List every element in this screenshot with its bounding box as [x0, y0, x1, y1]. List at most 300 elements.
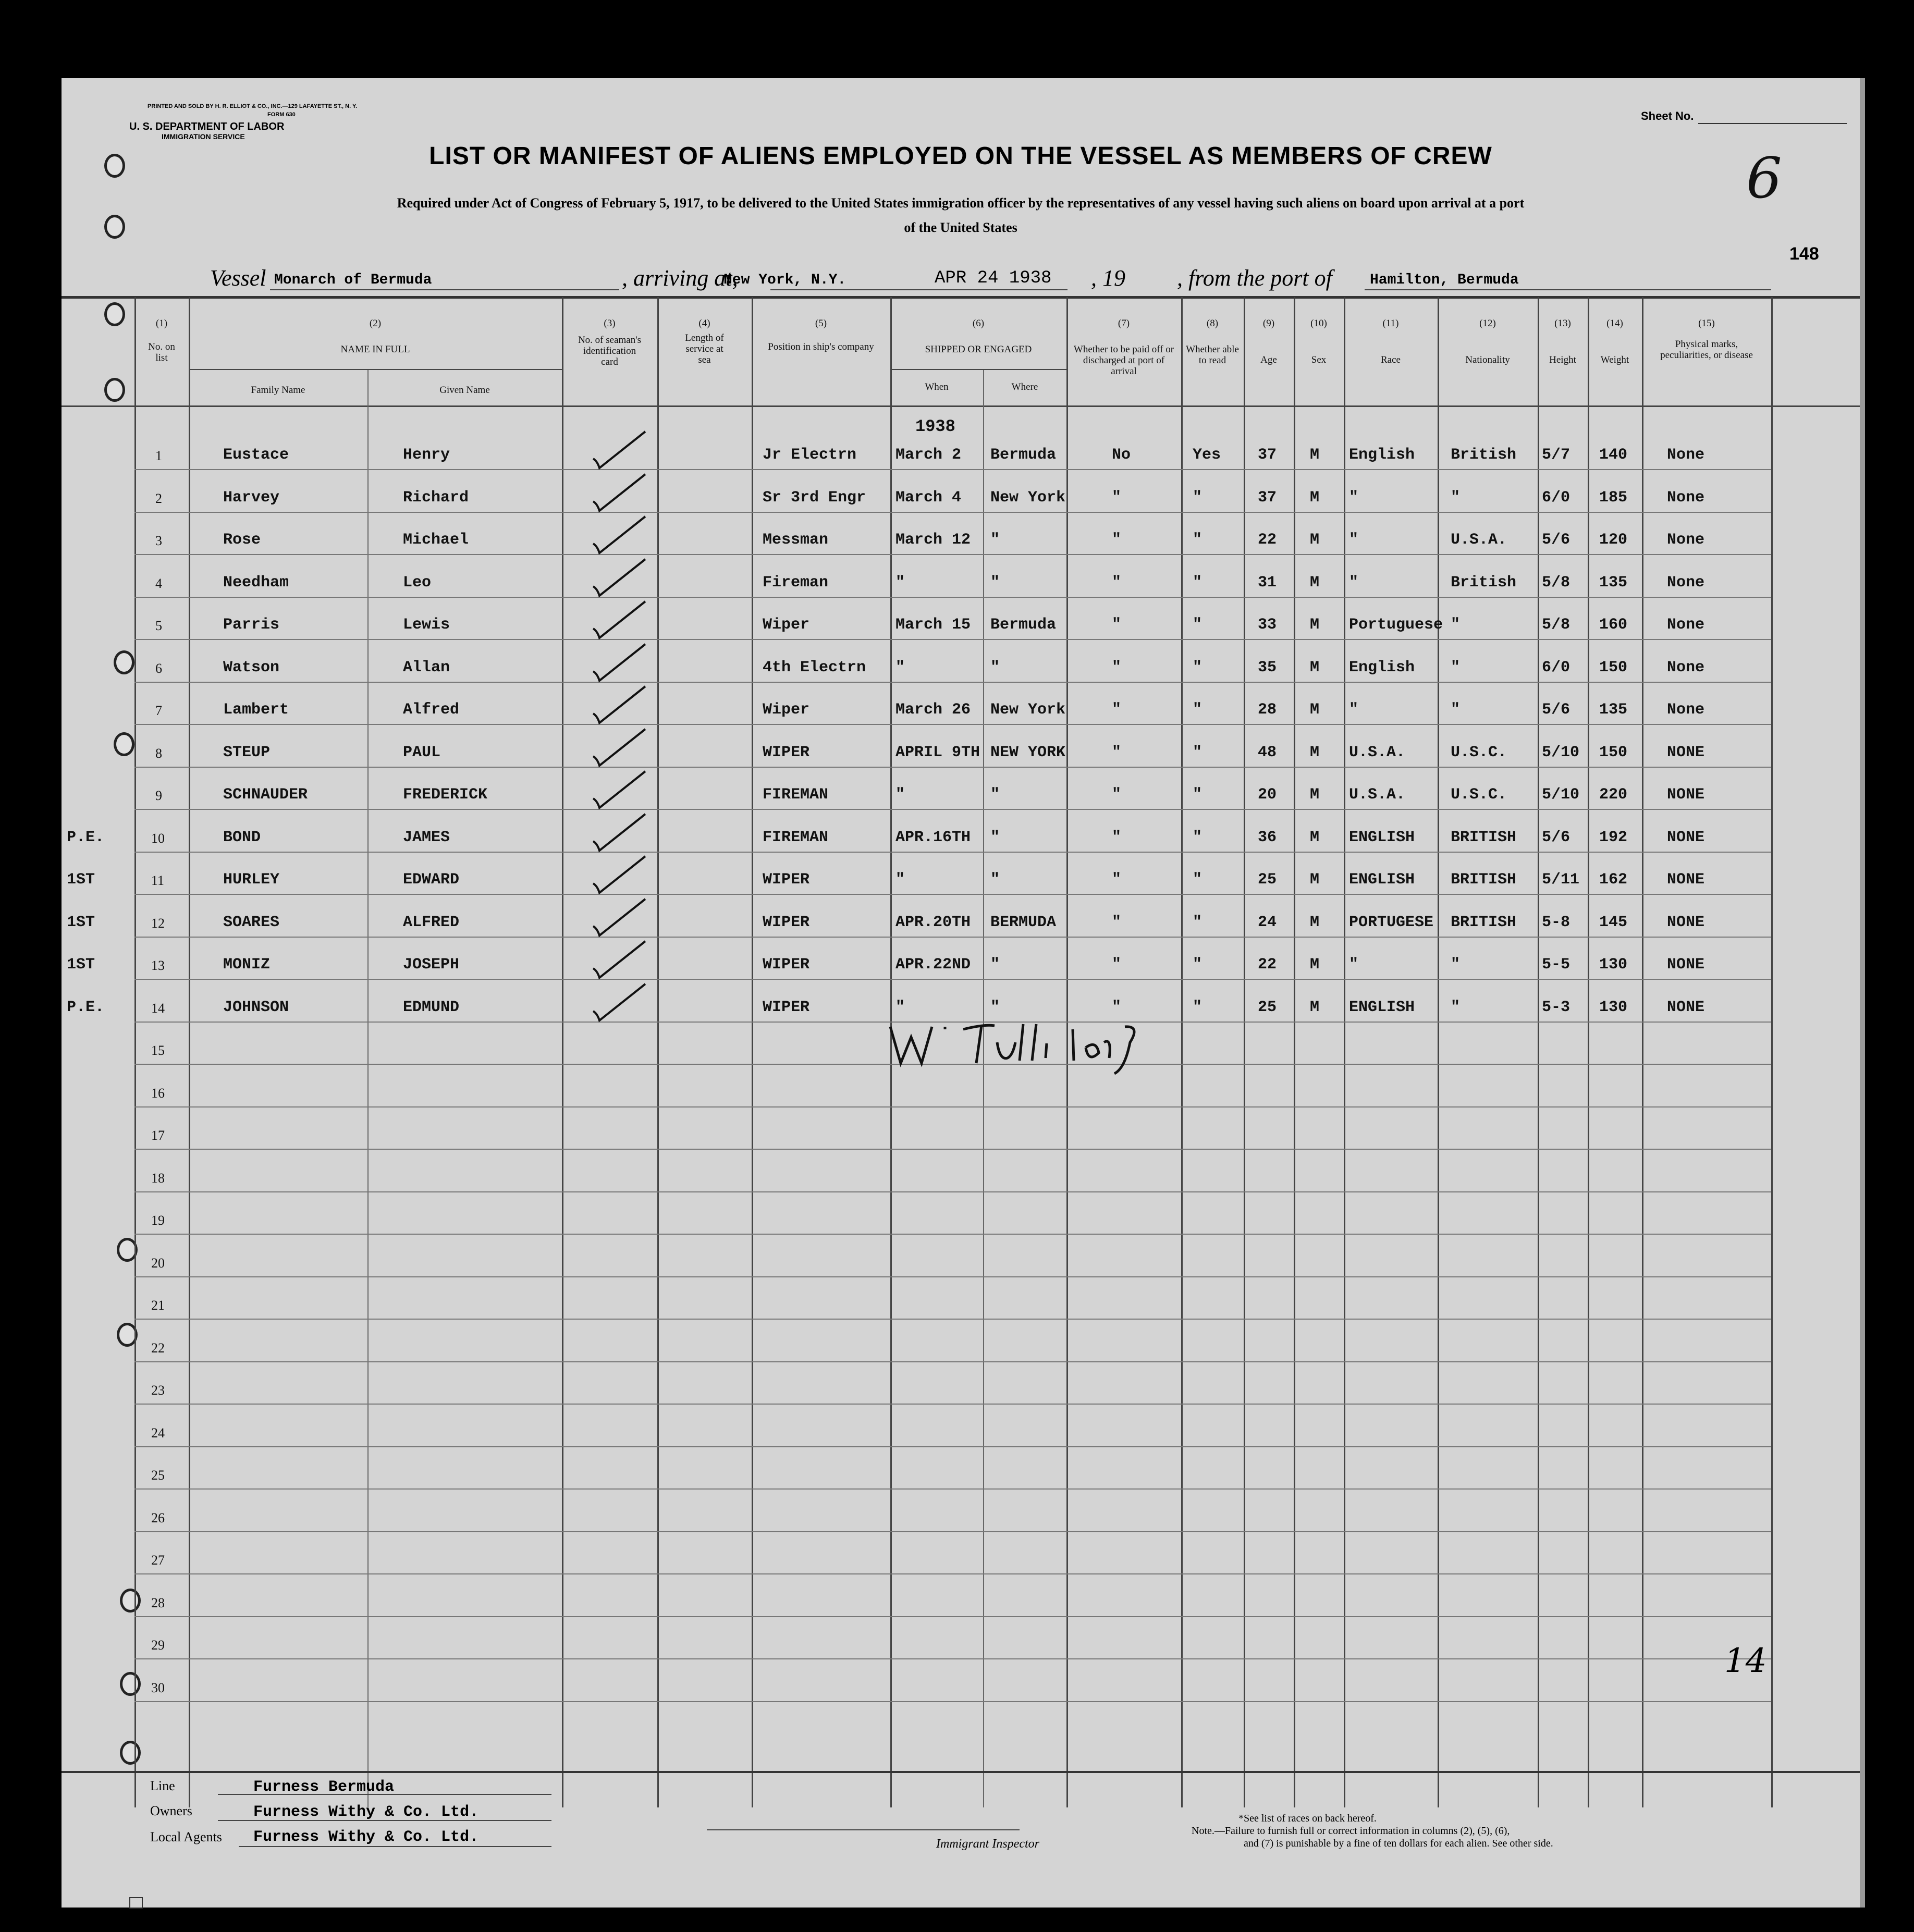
height: 5/10	[1542, 786, 1580, 804]
row-rule	[134, 1149, 1771, 1150]
height: 5/6	[1542, 531, 1571, 549]
stamp-number: 148	[1789, 244, 1819, 264]
checkmark-icon	[588, 852, 651, 899]
paid-off: "	[1112, 956, 1122, 974]
col-4-num: (4)	[698, 318, 710, 329]
year-note: 1938	[915, 417, 955, 436]
nationality: BRITISH	[1451, 913, 1517, 931]
sex: M	[1310, 828, 1320, 846]
col-6-num: (6)	[972, 318, 985, 329]
age: 31	[1258, 573, 1277, 592]
col-6-where: Where	[1011, 382, 1038, 392]
checkmark-icon	[588, 427, 651, 474]
column-divider	[983, 370, 984, 1807]
able-to-read: "	[1193, 871, 1203, 889]
physical-marks: NONE	[1667, 828, 1705, 846]
footer-note-3: and (7) is punishable by a fine of ten dollars for each alien. See other side.	[1244, 1838, 1553, 1849]
row-rule	[134, 469, 1771, 470]
col-13-num: (13)	[1554, 318, 1571, 329]
row-number: 3	[155, 533, 162, 548]
given-name: Allan	[403, 658, 450, 676]
weight: 130	[1599, 956, 1628, 974]
checkmark-icon	[588, 767, 651, 814]
checkmark-icon	[588, 512, 651, 559]
shipped-when: APR.20TH	[895, 913, 971, 931]
position: FIREMAN	[763, 828, 829, 846]
shipped-when: "	[895, 786, 905, 804]
physical-marks: NONE	[1667, 998, 1705, 1016]
physical-marks: None	[1667, 531, 1705, 549]
col-5-label: Position in ship's company	[768, 341, 874, 352]
sex: M	[1310, 616, 1320, 634]
punch-hole	[114, 732, 134, 756]
checkmark-icon	[588, 937, 651, 984]
col-7-num: (7)	[1118, 318, 1130, 329]
column-divider	[1294, 297, 1295, 1807]
row-number: 19	[151, 1213, 165, 1228]
row-rule	[134, 852, 1771, 853]
given-name: JOSEPH	[403, 956, 460, 974]
col-15-num: (15)	[1698, 318, 1715, 329]
row-number: 26	[151, 1510, 165, 1525]
row-rule	[134, 1531, 1771, 1532]
sex: M	[1310, 658, 1320, 676]
race: English	[1349, 446, 1415, 464]
race: Portuguese	[1349, 616, 1443, 634]
shipped-where: "	[990, 786, 1000, 804]
race: ENGLISH	[1349, 998, 1415, 1016]
paid-off: No	[1112, 446, 1131, 464]
able-to-read: "	[1193, 616, 1203, 634]
shipped-when: March 26	[895, 701, 971, 719]
row-rule	[134, 894, 1771, 895]
age: 20	[1258, 786, 1277, 804]
nationality: British	[1451, 446, 1517, 464]
punch-hole	[120, 1672, 141, 1696]
age: 24	[1258, 913, 1277, 931]
line-label: Line	[150, 1778, 175, 1793]
row-rule	[134, 512, 1771, 513]
shipped-where: "	[990, 956, 1000, 974]
height: 5/6	[1542, 828, 1571, 846]
physical-marks: None	[1667, 488, 1705, 507]
sex: M	[1310, 701, 1320, 719]
row-number: 25	[151, 1468, 165, 1483]
from-port: Hamilton, Bermuda	[1370, 272, 1519, 288]
race: "	[1349, 701, 1359, 719]
weight: 185	[1599, 488, 1628, 507]
row-number: 30	[151, 1680, 165, 1695]
page-count-note: 14	[1724, 1642, 1767, 1680]
department: U. S. DEPARTMENT OF LABOR	[129, 121, 285, 132]
shipped-where: "	[990, 998, 1000, 1016]
sex: M	[1310, 743, 1320, 761]
col-3-num: (3)	[604, 318, 616, 329]
able-to-read: "	[1193, 573, 1203, 592]
row-number: 9	[155, 788, 162, 803]
line-value: Furness Bermuda	[253, 1778, 395, 1796]
from-underline	[1365, 289, 1771, 290]
given-name: EDWARD	[403, 871, 460, 889]
paid-off: "	[1112, 658, 1122, 676]
physical-marks: NONE	[1667, 871, 1705, 889]
inspector-line	[707, 1829, 1020, 1830]
physical-marks: NONE	[1667, 956, 1705, 974]
paid-off: "	[1112, 743, 1122, 761]
row-number: 11	[151, 873, 165, 888]
shipped-when: March 2	[895, 446, 962, 464]
shipped-where: New York	[990, 488, 1066, 507]
able-to-read: "	[1193, 913, 1203, 931]
physical-marks: None	[1667, 573, 1705, 592]
row-number: 17	[151, 1128, 165, 1143]
family-name: Harvey	[223, 488, 280, 507]
row-number: 27	[151, 1553, 165, 1568]
shipped-where: New York	[990, 701, 1066, 719]
row-rule	[134, 1616, 1771, 1617]
vessel-underline	[270, 289, 619, 290]
height: 5/8	[1542, 573, 1571, 592]
able-to-read: "	[1193, 998, 1203, 1016]
shipped-when: March 12	[895, 531, 971, 549]
able-to-read: "	[1193, 743, 1203, 761]
sex: M	[1310, 573, 1320, 592]
shipped-subheader-line	[890, 369, 1066, 370]
punch-hole	[104, 302, 125, 326]
able-to-read: "	[1193, 956, 1203, 974]
year-label: , 19	[1091, 265, 1125, 291]
given-name: Alfred	[403, 701, 460, 719]
row-number: 7	[155, 703, 162, 718]
given-name: Richard	[403, 488, 469, 507]
column-divider	[657, 297, 659, 1807]
row-rule	[134, 979, 1771, 980]
age: 25	[1258, 998, 1277, 1016]
col-6-label: SHIPPED OR ENGAGED	[925, 344, 1032, 355]
position: Wiper	[763, 616, 810, 634]
position: WIPER	[763, 743, 810, 761]
row-rule	[134, 1319, 1771, 1320]
col-3-label: No. of seaman's identification card	[578, 335, 642, 367]
column-divider	[367, 370, 369, 1807]
family-name: Lambert	[223, 701, 289, 719]
nationality: U.S.C.	[1451, 743, 1507, 761]
shipped-when: APR.22ND	[895, 956, 971, 974]
position: FIREMAN	[763, 786, 829, 804]
sex: M	[1310, 488, 1320, 507]
column-divider	[752, 297, 753, 1807]
nationality: "	[1451, 998, 1461, 1016]
able-to-read: "	[1193, 658, 1203, 676]
height: 5-5	[1542, 956, 1571, 974]
weight: 220	[1599, 786, 1628, 804]
row-number: 12	[151, 915, 165, 931]
paid-off: "	[1112, 998, 1122, 1016]
physical-marks: NONE	[1667, 913, 1705, 931]
column-divider	[1538, 297, 1539, 1807]
row-margin-note: P.E.	[67, 828, 105, 846]
shipped-where: BERMUDA	[990, 913, 1057, 931]
given-name: EDMUND	[403, 998, 460, 1016]
checkmark-icon	[588, 597, 651, 644]
row-rule	[134, 682, 1771, 683]
row-rule	[134, 1191, 1771, 1192]
col-12-label: Nationality	[1465, 354, 1510, 365]
col-12-num: (12)	[1479, 318, 1496, 329]
row-rule	[134, 554, 1771, 555]
physical-marks: NONE	[1667, 786, 1705, 804]
col-2-label: NAME IN FULL	[340, 344, 410, 355]
row-number: 6	[155, 660, 162, 676]
paid-off: "	[1112, 573, 1122, 592]
physical-marks: None	[1667, 616, 1705, 634]
union-label-mark	[129, 1897, 143, 1909]
family-name: BOND	[223, 828, 261, 846]
shipped-when: "	[895, 871, 905, 889]
date-underline	[901, 289, 1068, 290]
shipped-when: March 4	[895, 488, 962, 507]
race: "	[1349, 488, 1359, 507]
row-margin-note: 1ST	[67, 913, 95, 931]
physical-marks: None	[1667, 446, 1705, 464]
age: 28	[1258, 701, 1277, 719]
row-number: 14	[151, 1000, 165, 1016]
form-number: FORM 630	[267, 112, 296, 118]
row-number: 23	[151, 1383, 165, 1398]
col-4-label: Length of service at sea	[685, 333, 724, 365]
row-rule	[134, 1361, 1771, 1362]
family-name: HURLEY	[223, 871, 280, 889]
able-to-read: "	[1193, 488, 1203, 507]
row-rule	[134, 1658, 1771, 1659]
punch-hole	[120, 1741, 141, 1765]
able-to-read: "	[1193, 701, 1203, 719]
nationality: U.S.C.	[1451, 786, 1507, 804]
paid-off: "	[1112, 913, 1122, 931]
col-5-num: (5)	[815, 318, 827, 329]
shipped-where: NEW YORK	[990, 743, 1066, 761]
family-name: Rose	[223, 531, 261, 549]
given-name: FREDERICK	[403, 786, 488, 804]
row-number: 4	[155, 575, 162, 591]
weight: 160	[1599, 616, 1628, 634]
form-title: LIST OR MANIFEST OF ALIENS EMPLOYED ON THE VESSEL AS MEMBERS OF CREW	[429, 142, 1492, 170]
checkmark-icon	[588, 810, 651, 857]
race: "	[1349, 956, 1359, 974]
nationality: "	[1451, 658, 1461, 676]
table-top-border	[62, 296, 1860, 299]
age: 37	[1258, 446, 1277, 464]
checkmark-icon	[588, 470, 651, 517]
weight: 162	[1599, 871, 1628, 889]
age: 37	[1258, 488, 1277, 507]
nationality: BRITISH	[1451, 828, 1517, 846]
position: WIPER	[763, 956, 810, 974]
race: ENGLISH	[1349, 828, 1415, 846]
punch-hole	[104, 378, 125, 402]
given-name: JAMES	[403, 828, 450, 846]
able-to-read: "	[1193, 828, 1203, 846]
weight: 130	[1599, 998, 1628, 1016]
age: 33	[1258, 616, 1277, 634]
checkmark-icon	[588, 895, 651, 942]
agents-underline	[239, 1846, 551, 1847]
age: 25	[1258, 871, 1277, 889]
paid-off: "	[1112, 701, 1122, 719]
sex: M	[1310, 871, 1320, 889]
position: WIPER	[763, 998, 810, 1016]
row-number: 21	[151, 1298, 165, 1313]
row-rule	[134, 639, 1771, 640]
checkmark-icon	[588, 725, 651, 772]
sex: M	[1310, 956, 1320, 974]
checkmark-icon	[588, 980, 651, 1027]
paid-off: "	[1112, 871, 1122, 889]
row-rule	[134, 809, 1771, 810]
position: Messman	[763, 531, 829, 549]
row-rule	[134, 1573, 1771, 1574]
height: 5-3	[1542, 998, 1571, 1016]
col-1-num: (1)	[155, 318, 168, 329]
shipped-when: APR.16TH	[895, 828, 971, 846]
physical-marks: None	[1667, 658, 1705, 676]
weight: 140	[1599, 446, 1628, 464]
height: 5/7	[1542, 446, 1571, 464]
weight: 120	[1599, 531, 1628, 549]
sex: M	[1310, 913, 1320, 931]
row-number: 20	[151, 1255, 165, 1271]
table-header-bottom	[62, 405, 1860, 407]
shipped-where: "	[990, 658, 1000, 676]
col-9-num: (9)	[1262, 318, 1275, 329]
col-15-label: Physical marks, peculiarities, or disease	[1660, 339, 1753, 361]
owners-value: Furness Withy & Co. Ltd.	[253, 1803, 479, 1821]
paid-off: "	[1112, 828, 1122, 846]
family-name: Needham	[223, 573, 289, 592]
height: 5/6	[1542, 701, 1571, 719]
col-8-num: (8)	[1206, 318, 1219, 329]
sex: M	[1310, 531, 1320, 549]
checkmark-icon	[588, 682, 651, 729]
row-number: 28	[151, 1595, 165, 1610]
age: 22	[1258, 956, 1277, 974]
col-6-when: When	[925, 382, 949, 392]
vessel-name: Monarch of Bermuda	[274, 272, 432, 288]
row-number: 16	[151, 1085, 165, 1101]
row-number: 13	[151, 958, 165, 973]
nationality: "	[1451, 616, 1461, 634]
age: 48	[1258, 743, 1277, 761]
weight: 145	[1599, 913, 1628, 931]
sex: M	[1310, 998, 1320, 1016]
row-rule	[134, 724, 1771, 725]
col-11-label: Race	[1381, 354, 1401, 365]
column-divider	[1588, 297, 1589, 1807]
nationality: "	[1451, 701, 1461, 719]
from-label: , from the port of	[1177, 265, 1332, 291]
col-10-label: Sex	[1311, 354, 1327, 365]
height: 5/10	[1542, 743, 1580, 761]
arriving-label: , arriving at,	[622, 265, 738, 291]
shipped-where: "	[990, 828, 1000, 846]
row-rule	[134, 1234, 1771, 1235]
family-name: Eustace	[223, 446, 289, 464]
arriving-port: New York, N.Y.	[723, 272, 846, 288]
able-to-read: "	[1193, 786, 1203, 804]
vessel-label: Vessel	[210, 265, 266, 291]
manifest-sheet	[62, 78, 1865, 1908]
family-name: MONIZ	[223, 956, 271, 974]
race: U.S.A.	[1349, 786, 1406, 804]
position: Wiper	[763, 701, 810, 719]
position: 4th Electrn	[763, 658, 866, 676]
family-name: JOHNSON	[223, 998, 289, 1016]
weight: 150	[1599, 743, 1628, 761]
given-name: ALFRED	[403, 913, 460, 931]
row-number: 18	[151, 1170, 165, 1186]
punch-hole	[114, 650, 134, 674]
able-to-read: Yes	[1193, 446, 1221, 464]
family-name: Parris	[223, 616, 280, 634]
column-divider	[1642, 297, 1643, 1807]
row-number: 29	[151, 1638, 165, 1653]
height: 6/0	[1542, 488, 1571, 507]
height: 5-8	[1542, 913, 1571, 931]
sheet-no-line	[1698, 123, 1847, 124]
agents-label: Local Agents	[150, 1829, 222, 1844]
row-number: 1	[155, 448, 162, 463]
row-margin-note: P.E.	[67, 998, 105, 1016]
row-number: 5	[155, 618, 162, 633]
family-name: STEUP	[223, 743, 271, 761]
column-divider	[1244, 297, 1245, 1807]
shipped-where: "	[990, 871, 1000, 889]
paid-off: "	[1112, 786, 1122, 804]
height: 5/11	[1542, 871, 1580, 889]
col-2-given: Given Name	[439, 385, 490, 396]
row-margin-note: 1ST	[67, 956, 95, 974]
row-rule	[134, 1276, 1771, 1277]
row-number: 15	[151, 1043, 165, 1058]
shipped-where: "	[990, 531, 1000, 549]
height: 6/0	[1542, 658, 1571, 676]
owners-label: Owners	[150, 1803, 192, 1818]
shipped-where: "	[990, 573, 1000, 592]
row-rule	[134, 1404, 1771, 1405]
race: English	[1349, 658, 1415, 676]
col-2-family: Family Name	[251, 385, 305, 396]
row-rule	[134, 1488, 1771, 1490]
row-rule	[134, 1106, 1771, 1107]
agents-value: Furness Withy & Co. Ltd.	[253, 1828, 479, 1846]
position: Fireman	[763, 573, 829, 592]
footer-note-2: Note.—Failure to furnish full or correct information in columns (2), (5), (6),	[1192, 1825, 1510, 1837]
sex: M	[1310, 786, 1320, 804]
given-name: Leo	[403, 573, 432, 592]
nationality: BRITISH	[1451, 871, 1517, 889]
given-name: Henry	[403, 446, 450, 464]
paid-off: "	[1112, 616, 1122, 634]
shipped-when: "	[895, 658, 905, 676]
col-9-label: Age	[1260, 354, 1277, 365]
inspector-signature	[880, 1006, 1193, 1079]
given-name: Lewis	[403, 616, 450, 634]
race: U.S.A.	[1349, 743, 1406, 761]
race: PORTUGESE	[1349, 913, 1434, 931]
able-to-read: "	[1193, 531, 1203, 549]
form-subtitle-2: of the United States	[904, 220, 1017, 235]
position: WIPER	[763, 871, 810, 889]
